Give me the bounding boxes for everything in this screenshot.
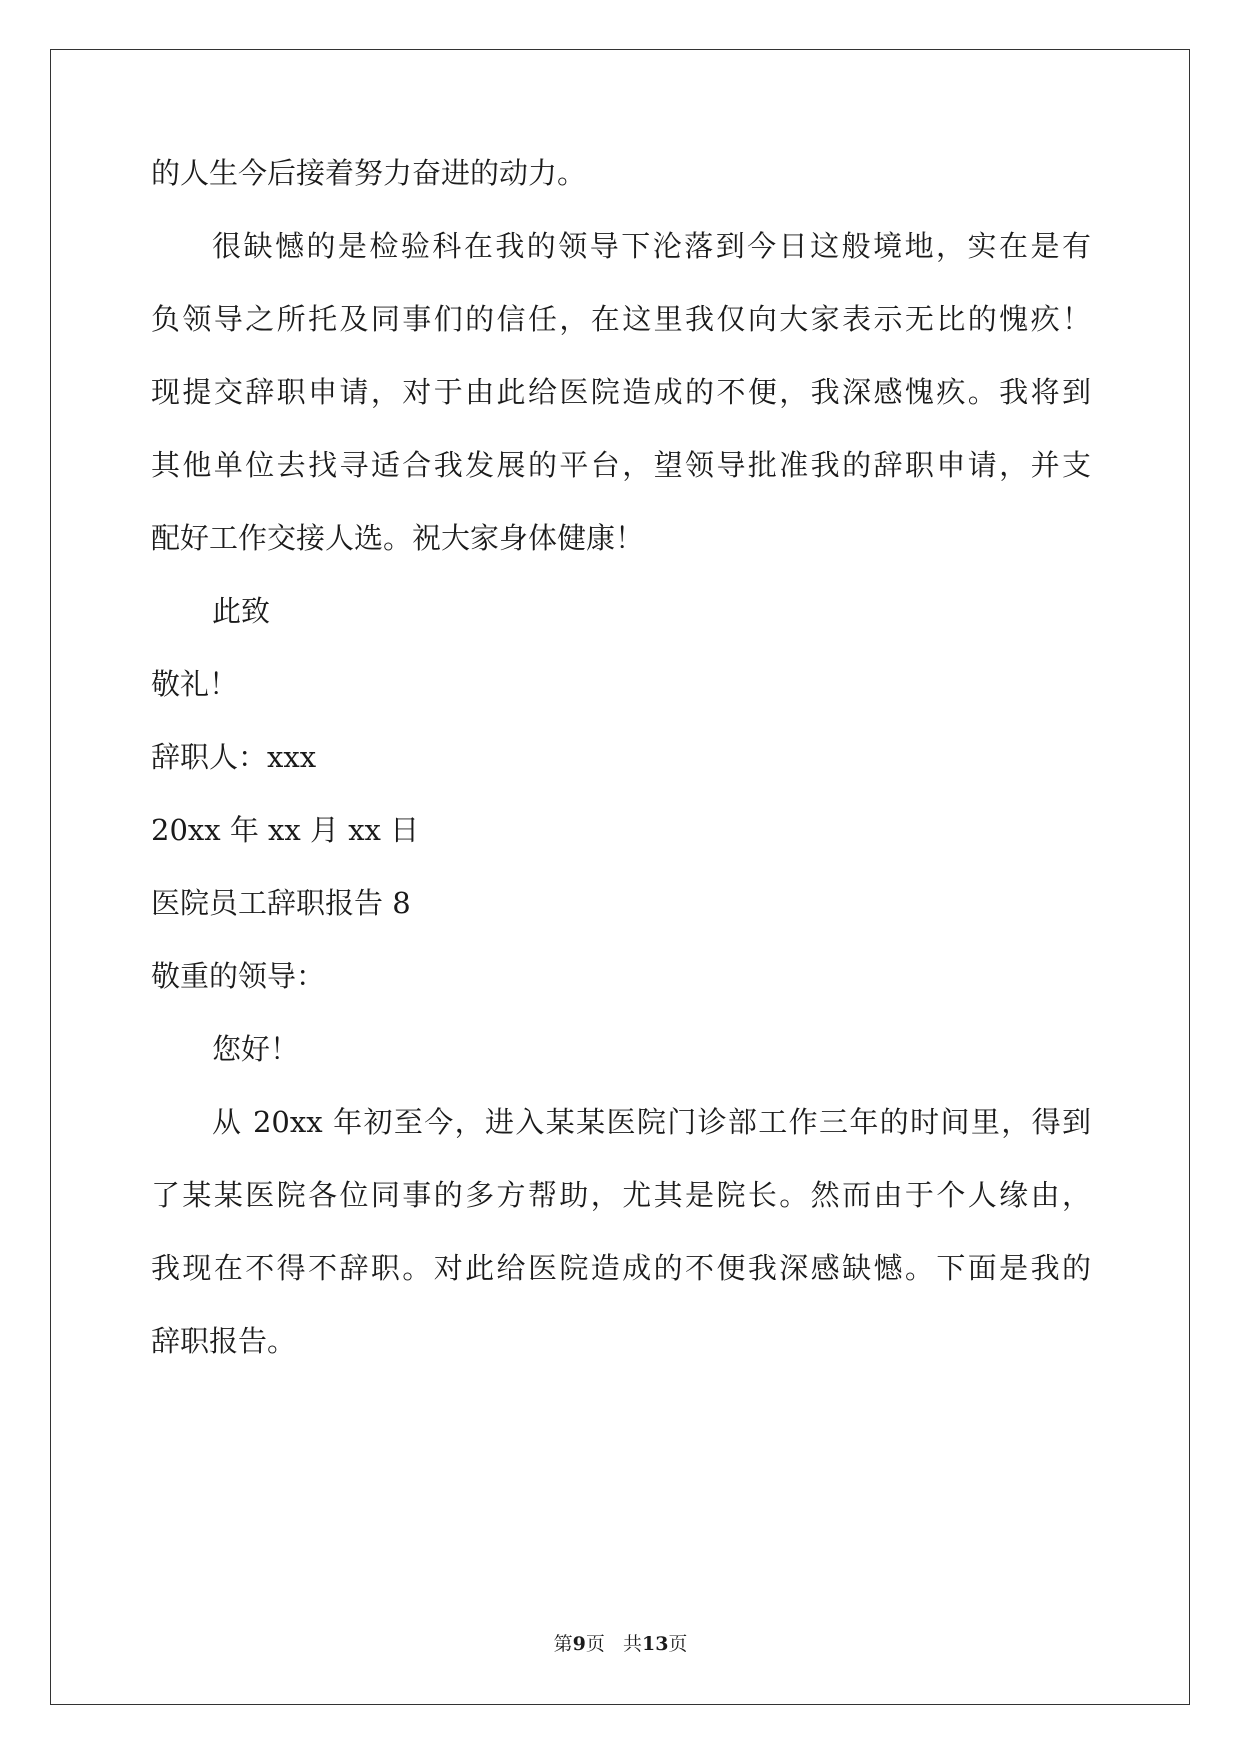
- footer-total-prefix: 共: [622, 1633, 642, 1655]
- closing-regards: 敬礼！: [151, 667, 239, 701]
- section-title: 医院员工辞职报告 8: [151, 886, 411, 920]
- body-line-7: 从 20xx 年初至今，进入某某医院门诊部工作三年的时间里，得到: [212, 1105, 1091, 1139]
- signature-line: 辞职人：xxx: [151, 740, 317, 774]
- footer-total-number: 13: [641, 1633, 669, 1655]
- footer-page-suffix: 页: [585, 1633, 605, 1655]
- footer-page-prefix: 第: [553, 1633, 573, 1655]
- body-line-5: 其他单位去找寻适合我发展的平台，望领导批准我的辞职申请，并支: [151, 448, 1091, 482]
- body-line-2: 很缺憾的是检验科在我的领导下沦落到今日这般境地，实在是有: [212, 229, 1091, 263]
- date-line: 20xx 年 xx 月 xx 日: [151, 813, 420, 847]
- footer-page-number: 9: [572, 1633, 586, 1655]
- body-line-6: 配好工作交接人选。祝大家身体健康！: [151, 521, 645, 555]
- body-line-8: 了某某医院各位同事的多方帮助，尤其是院长。然而由于个人缘由，: [151, 1178, 1091, 1212]
- body-line-3: 负领导之所托及同事们的信任，在这里我仅向大家表示无比的愧疚！: [151, 302, 1091, 336]
- body-line-1: 的人生今后接着努力奋进的动力。: [151, 156, 587, 190]
- body-line-10: 辞职报告。: [151, 1324, 297, 1358]
- page-footer: [0, 1632, 1241, 1656]
- footer-total-suffix: 页: [668, 1633, 688, 1655]
- body-line-4: 现提交辞职申请，对于由此给医院造成的不便，我深感愧疚。我将到: [151, 375, 1091, 409]
- closing-salutation: 此致: [212, 594, 271, 628]
- body-line-9: 我现在不得不辞职。对此给医院造成的不便我深感缺憾。下面是我的: [151, 1251, 1091, 1285]
- greeting-line: 敬重的领导：: [151, 959, 326, 993]
- hello-line: 您好！: [212, 1032, 300, 1066]
- page-border: [50, 49, 1190, 1705]
